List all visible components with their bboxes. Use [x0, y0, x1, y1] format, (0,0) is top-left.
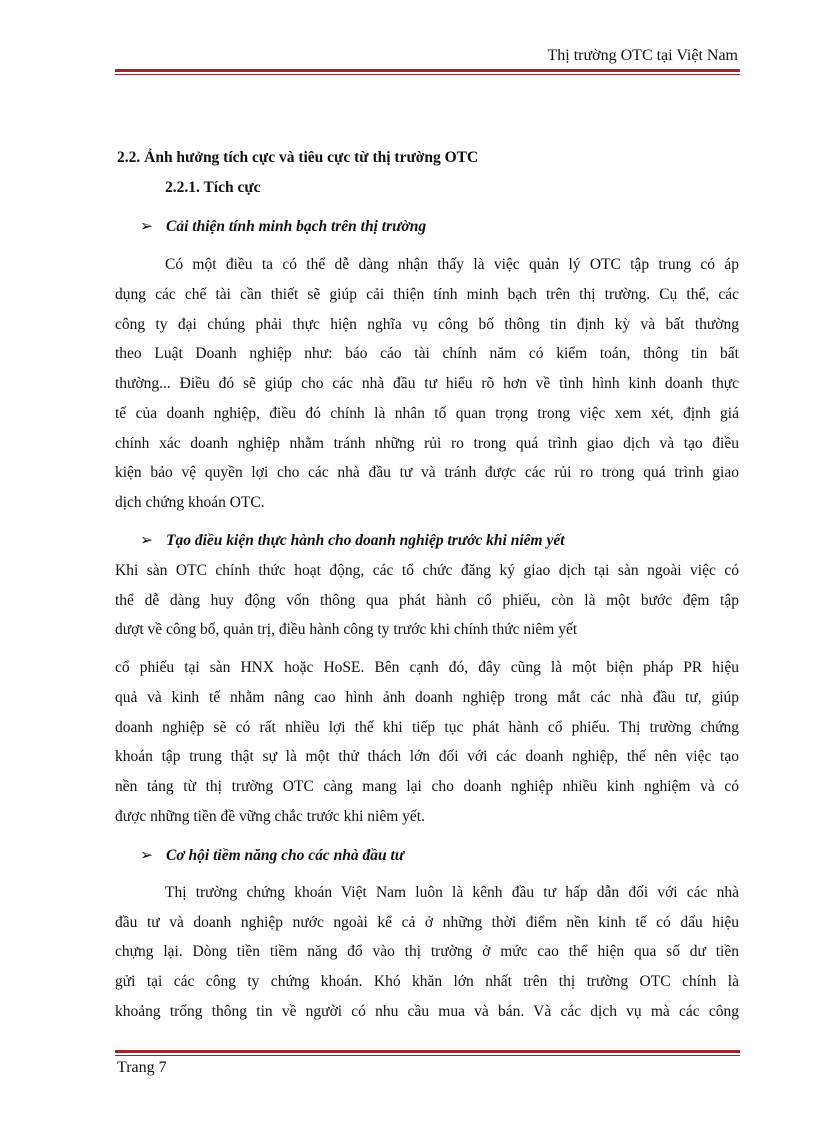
paragraph-line: cổ phiếu tại sàn HNX hoặc HoSE. Bên cạnh đó, đây cũng là một biện pháp PR hiệu	[115, 659, 739, 676]
paragraph-line: tế của doanh nghiệp, điều đó chính là nhân tố quan trọng trong việc xem xét, định giá	[115, 405, 739, 422]
bullet-heading-practice	[140, 531, 565, 551]
paragraph-line: đầu tư và doanh nghiệp nước ngoài kể cả ở những thời điểm nền kinh tế có dấu hiệu	[115, 914, 739, 931]
paragraph-line: Khi sàn OTC chính thức hoạt động, các tổ chức đăng ký giao dịch tại sàn ngoài việc có	[115, 562, 739, 579]
paragraph-line: dượt về công bố, quản trị, điều hành công ty trước khi chính thức niêm yết	[115, 621, 578, 638]
section-heading: 2.2. Ảnh hưởng tích cực và tiêu cực từ thị trường OTC	[117, 149, 479, 166]
bullet-heading-transparency	[140, 217, 426, 237]
paragraph-line: công ty đại chúng phải thực hiện nghĩa vụ công bố thông tin định kỳ và bất thường	[115, 316, 739, 333]
paragraph-line: khoán tập trung thật sự là một thử thách lớn đối với các doanh nghiệp, thế nên việc tạo	[115, 748, 739, 765]
paragraph-line: nền tảng từ thị trường OTC càng mang lại cho doanh nghiệp nhiều kinh nghiệm và có	[115, 778, 739, 795]
paragraph-line: chựng lại. Dòng tiền tiềm năng đổ vào thị trường ở mức cao thể hiện qua số dư tiền	[115, 943, 739, 960]
footer-divider	[115, 1050, 740, 1056]
arrow-bullet-icon: ➢	[140, 218, 153, 235]
arrow-bullet-icon: ➢	[140, 532, 153, 549]
bullet-title: Cải thiện tính minh bạch trên thị trường	[166, 218, 427, 235]
paragraph-line: thể dễ dàng huy động vốn thông qua phát hành cổ phiếu, còn là một bước đệm tập	[115, 592, 739, 609]
bullet-heading-opportunity	[140, 846, 404, 866]
paragraph-line: dịch chứng khoán OTC.	[115, 494, 265, 511]
running-header-title: Thị trường OTC tại Việt Nam	[547, 47, 738, 64]
paragraph-line: thường... Điều đó sẽ giúp cho các nhà đầu tư hiểu rõ hơn về tình hình kinh doanh thực	[115, 375, 739, 392]
subsection-heading: 2.2.1. Tích cực	[165, 179, 261, 196]
bullet-title: Tạo điều kiện thực hành cho doanh nghiệp trước khi niêm yết	[166, 532, 565, 549]
bullet-title: Cơ hội tiềm năng cho các nhà đầu tư	[166, 847, 405, 864]
paragraph-line: dụng các chế tài cần thiết sẽ giúp cải thiện tính minh bạch trên thị trường. Cụ thể, các	[115, 286, 739, 303]
paragraph-line: doanh nghiệp sẽ có rất nhiều lợi thế khi tiếp tục phát hành cổ phiếu. Thị trường chứng	[115, 719, 739, 736]
paragraph-line: chính xác doanh nghiệp nhằm tránh những rủi ro trong quá trình giao dịch và tạo điều	[115, 435, 739, 452]
paragraph-line: Thị trường chứng khoán Việt Nam luôn là kênh đầu tư hấp dẫn đối với các nhà	[165, 884, 739, 901]
paragraph-line: khoảng trống thông tin về người có nhu cầu mua và bán. Và các dịch vụ mà các công	[115, 1003, 739, 1020]
paragraph-line: Có một điều ta có thể dễ dàng nhận thấy là việc quản lý OTC tập trung có áp	[165, 256, 739, 273]
arrow-bullet-icon: ➢	[140, 847, 153, 864]
paragraph-line: quả và kinh tế nhằm nâng cao hình ảnh doanh nghiệp trong mắt các nhà đầu tư, giúp	[115, 689, 739, 706]
paragraph-line: kiện bảo vệ quyền lợi cho các nhà đầu tư và tránh được các rủi ro trong quá trình giao	[115, 464, 739, 481]
paragraph-line: gửi tại các công ty chứng khoán. Khó khăn lớn nhất trên thị trường OTC chính là	[115, 973, 739, 990]
page-number: Trang 7	[117, 1059, 167, 1076]
header-divider	[115, 69, 740, 75]
paragraph-line: theo Luật Doanh nghiệp như: báo cáo tài chính năm có kiểm toán, thông tin bất	[115, 345, 739, 362]
paragraph-line: được những tiền đề vững chắc trước khi niêm yết.	[115, 808, 425, 825]
